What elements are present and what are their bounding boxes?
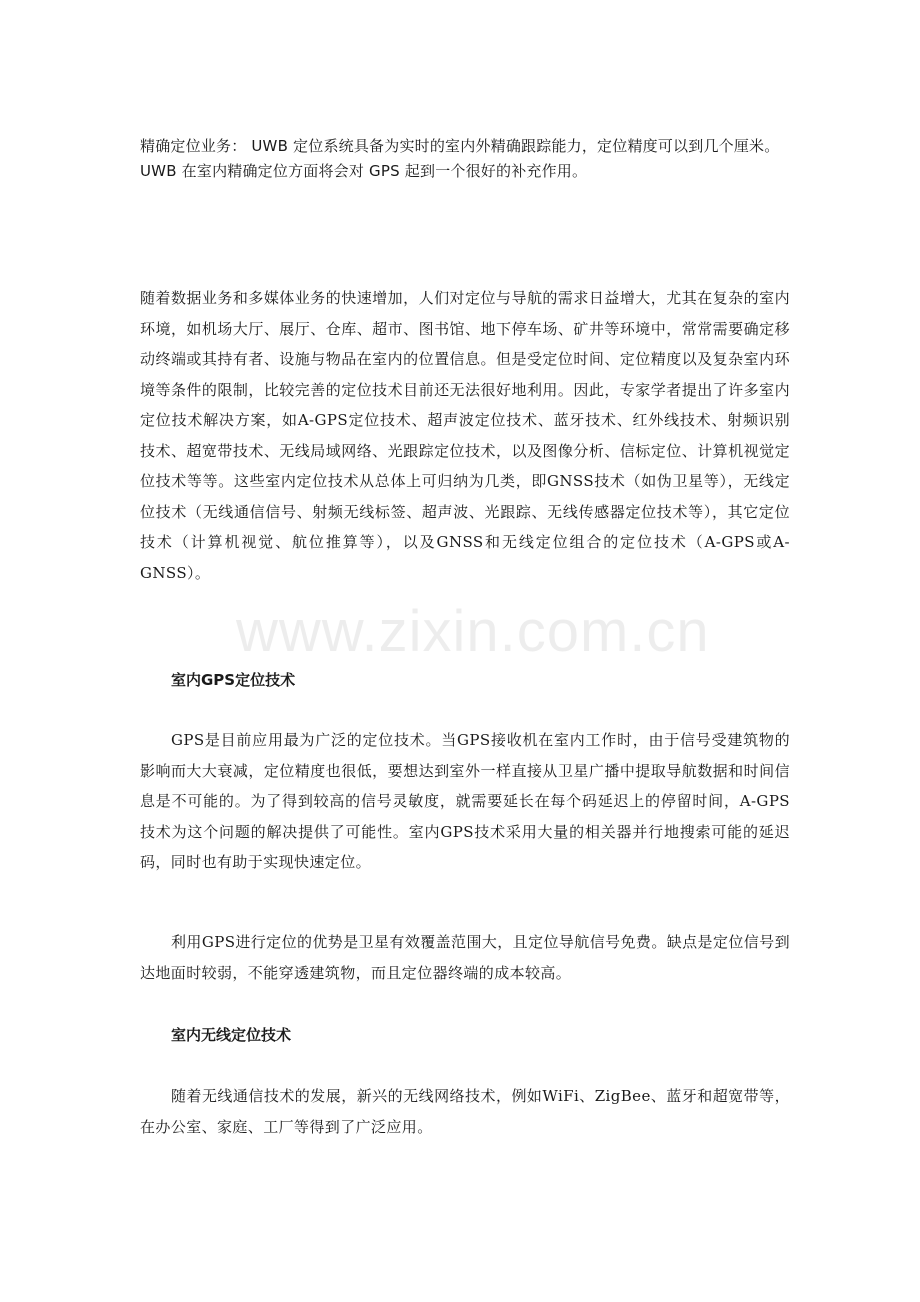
paragraph-indoor-positioning-overview: 随着数据业务和多媒体业务的快速增加，人们对定位与导航的需求日益增大，尤其在复杂的室内环境，如机场大厅、展厅、仓库、超市、图书馆、地下停车场、矿井等环境中，常常需要确定移动终端或其持有者、设施与物品在室内的位置信息。但是受定位时间、定位精度以及复杂室内环境等条件的限制，比较完善的定位技术目前还无法很好地利用。因此，专家学者提出了许多室内定位技术解决方案，如A-GPS定位技术、超声波定位技术、蓝牙技术、红外线技术、射频识别技术、超宽带技术、无线局域网络、光跟踪定位技术，以及图像分析、信标定位、计算机视觉定位技术等等。这些室内定位技术从总体上可归纳为几类，即GNSS技术（如伪卫星等），无线定位技术（无线通信信号、射频无线标签、超声波、光跟踪、无线传感器定位技术等），其它定位技术（计算机视觉、航位推算等），以及GNSS和无线定位组合的定位技术（A-GPS或A-GNSS）。 xyxy=(140,289,790,582)
watermark: www.zixin.com.cn xyxy=(236,599,710,664)
heading-indoor-wireless: 室内无线定位技术 xyxy=(171,1026,292,1044)
intro-paragraph: 精确定位业务： UWB 定位系统具备为实时的室内外精确跟踪能力，定位精度可以到几个厘米。 UWB 在室内精确定位方面将会对 GPS 起到一个很好的补充作用。 xyxy=(140,137,780,180)
paragraph-gps-pros-cons: 利用GPS进行定位的优势是卫星有效覆盖范围大，且定位导航信号免费。缺点是定位信号到达地面时较弱，不能穿透建筑物，而且定位器终端的成本较高。 xyxy=(140,933,790,982)
paragraph-indoor-gps: GPS是目前应用最为广泛的定位技术。当GPS接收机在室内工作时，由于信号受建筑物的影响而大大衰减，定位精度也很低，要想达到室外一样直接从卫星广播中提取导航数据和时间信息是不可能的。为了得到较高的信号灵敏度，就需要延长在每个码延迟上的停留时间，A-GPS技术为这个问题的解决提供了可能性。室内GPS技术采用大量的相关器并行地搜索可能的延迟码，同时也有助于实现快速定位。 xyxy=(140,731,790,871)
heading-indoor-gps: 室内GPS定位技术 xyxy=(171,671,296,689)
paragraph-wireless-tech: 随着无线通信技术的发展，新兴的无线网络技术，例如WiFi、ZigBee、蓝牙和超宽带等，在办公室、家庭、工厂等得到了广泛应用。 xyxy=(140,1087,790,1136)
